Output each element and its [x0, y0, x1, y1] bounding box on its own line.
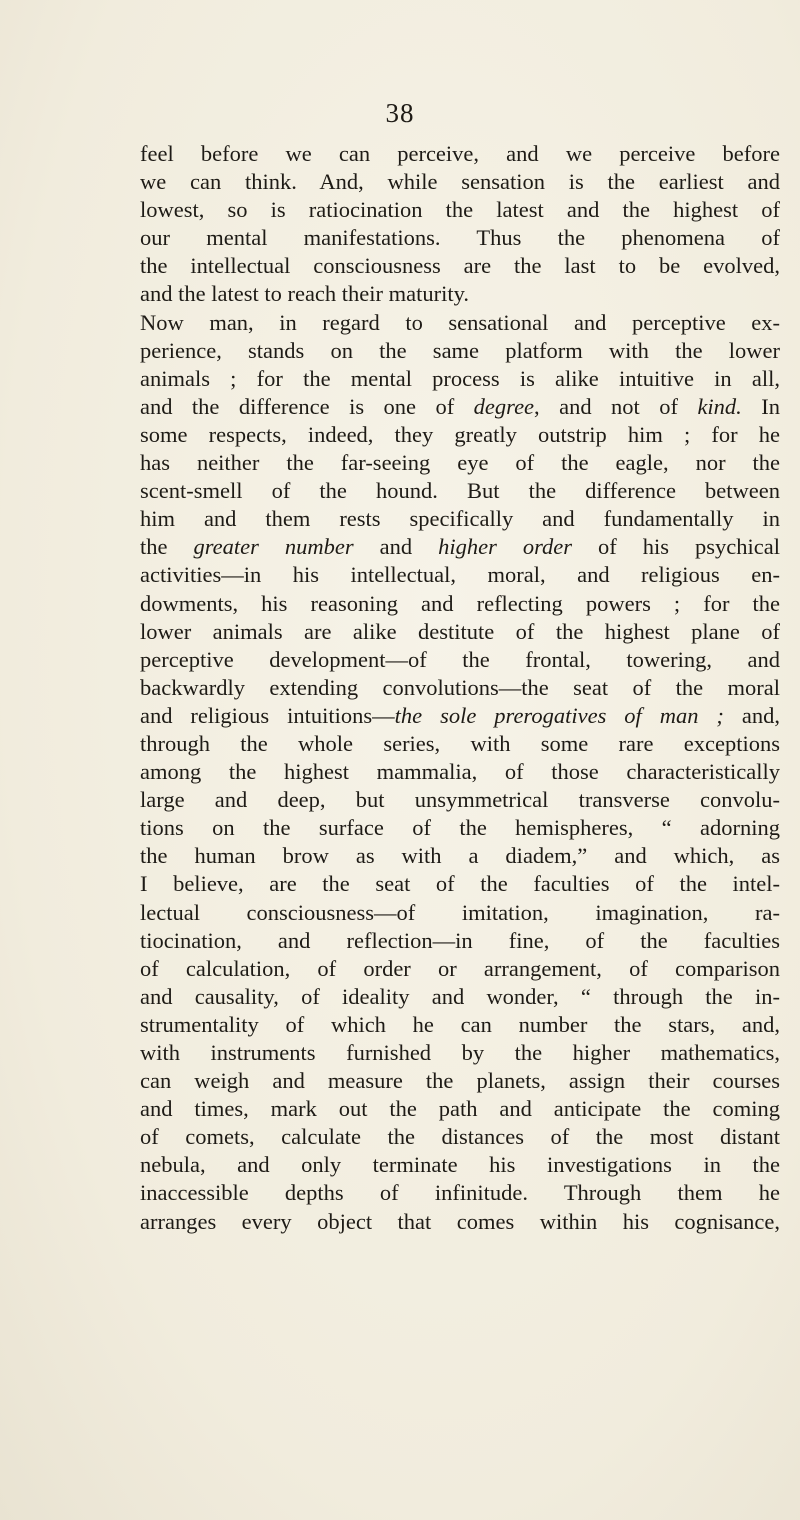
- italic-text: kind.: [697, 393, 742, 419]
- text-line: [140, 533, 780, 561]
- text-segment: some respects, indeed, they greatly outstrip him ; for he: [140, 421, 780, 447]
- text-line: [140, 814, 780, 842]
- text-line: [140, 1095, 780, 1123]
- text-line: [140, 899, 780, 927]
- text-segment: inaccessible depths of infinitude. Through them he: [140, 1180, 780, 1206]
- text-segment: of comets, calculate the distances of the most distant: [140, 1124, 780, 1150]
- text-segment: arranges every object that comes within his cognisance,: [140, 1208, 780, 1234]
- text-segment: dowments, his reasoning and reflecting powers ; for the: [140, 590, 780, 616]
- text-line: [140, 449, 780, 477]
- italic-text: degree: [473, 393, 535, 419]
- text-segment: has neither the far-seeing eye of the eagle, nor the: [140, 450, 780, 476]
- italic-text: greater number: [193, 534, 354, 560]
- text-line: [140, 870, 780, 898]
- text-line: [140, 1208, 780, 1236]
- italic-text: the sole prerogatives of man ;: [394, 702, 724, 728]
- text-segment: In: [741, 393, 780, 419]
- text-line: [140, 1067, 780, 1095]
- italic-text: higher order: [438, 534, 573, 560]
- text-segment: animals ; for the mental process is alike intuitive in all,: [140, 365, 780, 391]
- text-line: [140, 955, 780, 983]
- text-line: [140, 1039, 780, 1067]
- text-segment: lower animals are alike destitute of the highest plane of: [140, 618, 780, 644]
- text-segment: , and not of: [534, 393, 698, 419]
- text-segment: the human brow as with a diadem,” and which, as: [140, 843, 780, 869]
- text-line: [140, 477, 780, 505]
- text-line: [140, 842, 780, 870]
- text-line: [140, 927, 780, 955]
- text-line: [140, 1123, 780, 1151]
- text-line: [140, 1151, 780, 1179]
- text-segment: large and deep, but unsymmetrical transverse convolu-: [140, 787, 780, 813]
- text-segment: perience, stands on the same platform with the lower: [140, 337, 780, 363]
- text-segment: and causality, of ideality and wonder, “ through the in-: [140, 983, 780, 1009]
- text-segment: and the difference is one of: [140, 393, 474, 419]
- text-segment: we can think. And, while sensation is the earliest and: [140, 169, 780, 195]
- text-line: [140, 168, 780, 196]
- text-segment: and religious intuitions—: [140, 702, 395, 728]
- text-line: [140, 337, 780, 365]
- page-number: 38: [385, 98, 415, 128]
- text-line: [140, 1011, 780, 1039]
- text-line: [140, 983, 780, 1011]
- text-line: [140, 365, 780, 393]
- text-line: [140, 309, 780, 337]
- text-line: [140, 702, 780, 730]
- text-segment: of calculation, of order or arrangement, of comparison: [140, 955, 780, 981]
- text-segment: and the latest to reach their maturity.: [140, 281, 470, 307]
- text-segment: of his psychical: [572, 534, 780, 560]
- text-line: [140, 561, 780, 589]
- text-segment: lectual consciousness—of imitation, imagination, ra-: [140, 899, 780, 925]
- text-line: [140, 618, 780, 646]
- text-segment: our mental manifestations. Thus the phenomena of: [140, 225, 780, 251]
- text-segment: the: [140, 534, 194, 560]
- text-segment: scent-smell of the hound. But the difference between: [140, 478, 780, 504]
- text-segment: activities—in his intellectual, moral, and religious en-: [140, 562, 780, 588]
- text-segment: tiocination, and reflection—in fine, of the faculties: [140, 927, 780, 953]
- body-text: [140, 140, 780, 1236]
- text-line: [140, 393, 780, 421]
- text-segment: can weigh and measure the planets, assign their courses: [140, 1068, 780, 1094]
- text-line: [140, 646, 780, 674]
- text-segment: perceptive development—of the frontal, towering, and: [140, 646, 780, 672]
- text-segment: lowest, so is ratiocination the latest and the highest of: [140, 197, 780, 223]
- text-line: [140, 196, 780, 224]
- text-segment: I believe, are the seat of the faculties of the intel-: [140, 871, 780, 897]
- text-line: [140, 421, 780, 449]
- text-line: [140, 730, 780, 758]
- text-line: [140, 280, 780, 308]
- text-segment: nebula, and only terminate his investigations in the: [140, 1152, 780, 1178]
- text-segment: and times, mark out the path and anticipate the coming: [140, 1096, 780, 1122]
- text-segment: backwardly extending convolutions—the seat of the moral: [140, 674, 780, 700]
- text-segment: with instruments furnished by the higher mathematics,: [140, 1040, 780, 1065]
- text-line: [140, 140, 780, 168]
- text-segment: and: [353, 534, 439, 560]
- text-segment: tions on the surface of the hemispheres, “ adorning: [140, 815, 780, 841]
- text-line: [140, 786, 780, 814]
- text-segment: among the highest mammalia, of those characteristically: [140, 759, 780, 785]
- text-line: [140, 505, 780, 533]
- text-segment: the intellectual consciousness are the last to be evolved,: [140, 253, 780, 279]
- text-segment: him and them rests specifically and fundamentally in: [140, 506, 780, 532]
- text-line: [140, 224, 780, 252]
- text-segment: through the whole series, with some rare exceptions: [140, 730, 780, 756]
- text-segment: Now man, in regard to sensational and perceptive ex-: [140, 309, 780, 335]
- text-segment: feel before we can perceive, and we perceive before: [140, 141, 780, 166]
- text-line: [140, 758, 780, 786]
- text-segment: strumentality of which he can number the stars, and,: [140, 1011, 780, 1037]
- text-line: [140, 252, 780, 280]
- text-segment: and,: [723, 702, 780, 728]
- text-line: [140, 590, 780, 618]
- text-line: [140, 1179, 780, 1207]
- text-line: [140, 674, 780, 702]
